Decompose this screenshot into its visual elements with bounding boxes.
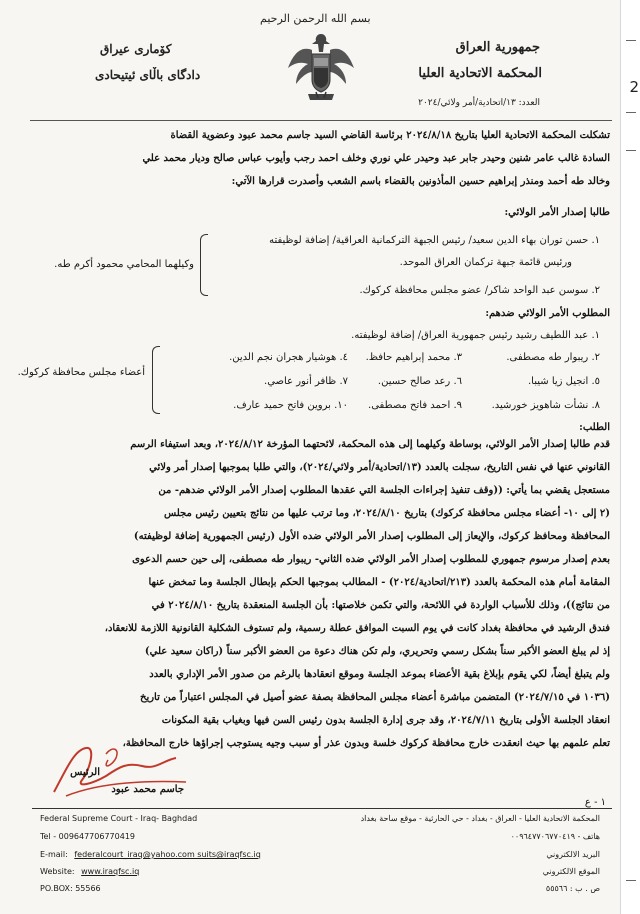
header-divider [30, 120, 612, 121]
footer-email-arabic: البريد الالكتروني [546, 850, 600, 859]
request-line: قدم طالبا إصدار الأمر الولائي، بوساطة وكيلهما إلى هذه المحكمة، لائحتهما المؤرخة ٢٠٢٤/٨/١٢، وبعد استيفاء الرسم [130, 439, 610, 450]
respondents-heading: المطلوب الأمر الولائي ضدهم: [485, 308, 610, 319]
footer-court-name: Federal Supreme Court - Iraq- Baghdad [40, 814, 198, 823]
strip-mark [626, 40, 636, 41]
country-name-arabic: جمهورية العراق [455, 40, 540, 55]
respondent-item: ٣. محمد إبراهيم حافظ. [365, 352, 462, 363]
side-strip [620, 0, 640, 914]
request-heading: الطلب: [579, 422, 610, 433]
footer-phone-arabic: هاتف - ٠٠٩٦٤٧٧٠٦٧٧٠٤١٩ [510, 832, 600, 841]
intro-line: السادة غالب عامر شنين وحيدر جابر عبد وحيدر علي نوري وخلف احمد رجب وأيوب عباس صالح وديار محمد علي [142, 153, 610, 164]
respondent-item: ٢. ريبوار طه مصطفى. [506, 352, 600, 363]
requesters-heading: طالبا إصدار الأمر الولائي: [504, 207, 610, 218]
request-line: المحافظة ومحافظ كركوك، والإيعاز إلى المطلوب إصدار الأمر الولائي ضده الأول (رئيس الجمهورية إضافة لوظيفته) [133, 531, 610, 542]
requester-item: ورئيس قائمة جبهة تركمان العراق الموحد. [399, 257, 572, 268]
footer-email-link[interactable]: federalcourt_iraq@yahoo.com suits@iraqfsc.iq [74, 850, 261, 859]
side-page-number: 2 [629, 78, 639, 96]
request-line: من نتائج))، وذلك للأسباب الواردة في اللائحة، والتي تكمن خلاصتها: بأن الجلسة المنعقدة بتاريخ ٢٠٢٤/٨/١٠ في [151, 600, 610, 611]
request-line: (٢ إلى ١٠- أعضاء مجلس محافظة كركوك) بتاريخ ٢٠٢٤/٨/١٠، وما ترتب عليها من نتائج بتعيين رئيس مجلس [163, 508, 610, 519]
respondents-brace [152, 346, 160, 414]
footer-website-arabic: الموقع الالكتروني [542, 867, 600, 876]
footer-phone: Tel - 009647706770419 [40, 832, 135, 841]
country-name-kurdish: كۆماری عیراق [100, 42, 172, 56]
request-line: تعلم علمهم بها حيث انعقدت خارج محافظة كركوك خلسة وبدون عذر أو سبب وجيه يستوجب إجراؤها خارج المحافظة، [122, 738, 610, 749]
request-line: مستعجل يقضي بما يأتي: ((وقف تنفيذ إجراءات الجلسة التي عقدها المطلوب إصدار الأمر الولائي ضدهم- من [158, 485, 610, 496]
court-name-kurdish: دادگای باڵای ئیتیحادی [95, 68, 201, 82]
requester-item: ١. حسن توران بهاء الدين سعيد/ رئيس الجبهة التركمانية العراقية/ إضافة لوظيفته [269, 235, 600, 246]
case-number: العدد: ١٣/اتحادية/أمر ولائي/٢٠٢٤ [418, 98, 540, 108]
intro-line: تشكلت المحكمة الاتحادية العليا بتاريخ ٢٠٢٤/٨/١٨ برئاسة القاضي السيد جاسم محمد عبود وعضوية القضاة [170, 130, 610, 141]
respondent-item: ٦. رعد صالح حسين. [377, 376, 462, 387]
signature-title: الرئيس [70, 767, 100, 778]
eagle-emblem-icon [282, 28, 360, 110]
footer-divider [32, 808, 612, 809]
respondent-item: ٤. هوشيار هجران نجم الدين. [229, 352, 348, 363]
request-line: فندق الرشيد في محافظة بغداد كانت في يوم السبت الموافق عطلة رسمية، ولم تستوف الشكلية القانونية اللازمة للانعقاد، [104, 623, 610, 634]
strip-mark [626, 880, 636, 881]
footer-pobox-arabic: ص . ب : ٥٥٥٦٦ [545, 884, 600, 893]
request-line: انعقاد الجلسة الأولى بتاريخ ٢٠٢٤/٧/١١، وقد جرى إدارة الجلسة بدون رئيس السن فيها وبغياب بقية المكونات [161, 715, 610, 726]
respondent-item: ٨. نشأت شاهويز خورشيد. [491, 400, 600, 411]
footer-email-row [40, 850, 261, 859]
strip-mark [626, 150, 636, 151]
request-line: بعدم إصدار مرسوم جمهوري للمطلوب إصدار الأمر الولائي ضده الثاني- ريبوار طه مصطفى، إلى حين حسم الدعوى [132, 554, 610, 565]
page-mark: ١ - ع [584, 797, 606, 808]
court-name-arabic: المحكمة الاتحادية العليا [418, 66, 542, 81]
strip-mark [626, 112, 636, 113]
request-line: القانوني عنها في نفس التاريخ، سجلت بالعدد (١٣/اتحادية/أمر ولائي/٢٠٢٤)، والتي طلبا بموجبها إصدار أمر ولائي [149, 462, 610, 473]
footer-address-arabic: المحكمة الاتحادية العليا - العراق - بغداد - حي الحارثية - موقع ساحة بغداد [360, 814, 600, 823]
request-line: إذ لم يبلغ العضو الأكبر سناً بشكل رسمي وتحريري، ولم تكن هناك دعوة من العضو الأكبر سناً (راكان سعيد علي) [144, 646, 610, 657]
signature-name: جاسم محمد عبود [111, 784, 184, 795]
respondent-item: ١٠. بروين فاتح حميد عارف. [233, 400, 348, 411]
footer-email-label: E-mail: [40, 850, 68, 859]
respondent-item: ٥. انجيل زيا شيبا. [528, 376, 600, 387]
respondent-item: ٩. احمد فاتح مصطفى. [368, 400, 462, 411]
respondent-item: ٧. ظافر أنور عاصي. [264, 376, 348, 387]
footer-website-link[interactable]: www.iraqfsc.iq [81, 867, 140, 876]
requester-item: ٢. سوسن عبد الواحد شاكر/ عضو مجلس محافظة كركوك. [359, 285, 600, 296]
footer-website-row [40, 867, 139, 876]
respondents-group-label: أعضاء مجلس محافظة كركوك. [17, 367, 145, 378]
requesters-agent: وكيلهما المحامي محمود أكرم طه. [54, 259, 194, 270]
request-line: (١٠٣٦ في ٢٠٢٤/٧/١٥) المتضمن مباشرة أعضاء مجلس المحافظة بصفة عضو أصيل في المجلس اعتباراً من تاريخ [139, 692, 610, 703]
basmala: بسم الله الرحمن الرحيم [260, 12, 371, 25]
requesters-brace [200, 234, 208, 296]
footer-pobox: PO.BOX: 55566 [40, 884, 101, 893]
request-line: المقامة أمام هذه المحكمة بالعدد (٢١٣/اتحادية/٢٠٢٤) - المطالب بموجبها الحكم بإبطال الجلسة وما تمخض عنها [148, 577, 610, 588]
request-line: ولم يتبلغ أيضاً، لكي يقوم بإبلاغ بقية الأعضاء بموعد الجلسة وموقع انعقادها بالرغم من صدور الأمر الإداري بالعدد [149, 669, 610, 680]
intro-line: وخالد طه أحمد ومنذر إبراهيم حسين المأذونين بالقضاء باسم الشعب وأصدرت قرارها الآتي: [231, 176, 610, 187]
footer-website-label: Website: [40, 867, 75, 876]
respondent-item: ١. عبد اللطيف رشيد رئيس جمهورية العراق/ إضافة لوظيفته. [351, 330, 600, 341]
